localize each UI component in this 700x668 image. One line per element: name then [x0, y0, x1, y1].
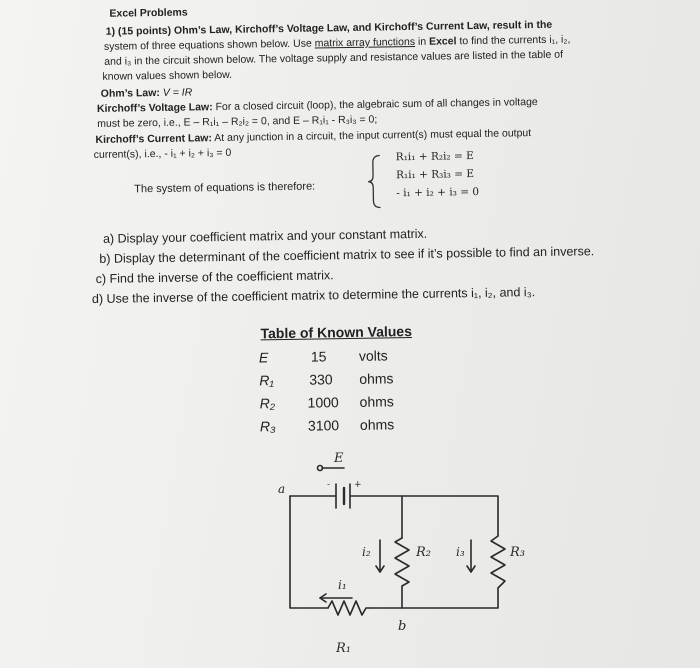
- label-i2: i₂: [362, 545, 371, 559]
- question-b: b) Display the determinant of the coefficient matrix to see if it’s possible to find an inverse.: [99, 244, 595, 266]
- resistor-r3: [491, 536, 505, 588]
- equation-2: R₁i₁ + R₃i₃ = E: [395, 168, 475, 182]
- equation-3: - i₁ + i₂ + i₃ = 0: [396, 185, 480, 200]
- table-symbol: E: [258, 349, 269, 366]
- kcl-line-2: current(s), i.e., - i₁ + i₂ + i₃ = 0: [93, 146, 232, 162]
- table-value: 15: [310, 348, 327, 365]
- circuit-wire: [290, 496, 498, 608]
- label-e: E: [334, 451, 344, 466]
- heading: Excel Problems: [109, 6, 188, 20]
- table-symbol: R₂: [259, 395, 276, 412]
- table-title: Table of Known Values: [260, 323, 413, 342]
- label-r2: R₂: [416, 545, 431, 560]
- label-r3: R₃: [510, 545, 525, 560]
- table-value: 1000: [307, 394, 339, 411]
- label-i1: i₁: [338, 578, 347, 592]
- label-minus: -: [327, 480, 331, 490]
- label-plus: +: [354, 480, 362, 490]
- e-terminal: [318, 466, 323, 471]
- circuit-wire: [290, 496, 498, 536]
- table-unit: ohms: [359, 393, 394, 410]
- equation-1: R₁i₁ + R₂i₂ = E: [395, 150, 474, 164]
- question-c: c) Find the inverse of the coefficient matrix.: [95, 268, 334, 286]
- kvl-line-2: must be zero, i.e., E – R₁i₁ – R₂i₂ = 0, and E – R₁i₁ - R₃i₃ = 0;: [97, 113, 378, 130]
- resistor-r2: [395, 538, 409, 586]
- problem-line-3: and i₃ in the circuit shown below. The voltage supply and resistance values are listed in the table of: [104, 48, 564, 68]
- table-unit: volts: [358, 347, 388, 364]
- table-symbol: R₁: [259, 372, 274, 389]
- kvl-line-1: Kirchoff’s Voltage Law: For a closed circuit (loop), the algebraic sum of all changes in voltage: [96, 96, 538, 115]
- label-b: b: [398, 619, 407, 634]
- problem-line-2: system of three equations shown below. Use matrix array functions in Excel to find the currents i₁, i₂,: [103, 33, 571, 53]
- table-symbol: R₃: [259, 418, 276, 435]
- question-a: a) Display your coefficient matrix and your constant matrix.: [102, 226, 428, 246]
- resistor-r1: [328, 601, 370, 615]
- system-label: The system of equations is therefore:: [134, 180, 316, 196]
- question-d: d) Use the inverse of the coefficient matrix to determine the currents i₁, i₂, and i₃.: [91, 285, 536, 307]
- table-unit: ohms: [359, 370, 394, 387]
- label-a: a: [278, 482, 286, 496]
- problem-line-1: 1) (15 points) Ohm’s Law, Kirchoff’s Voltage Law, and Kirchoff’s Current Law, result in the: [105, 18, 553, 38]
- table-value: 3100: [307, 417, 340, 434]
- problem-line-4: known values shown below.: [102, 68, 233, 83]
- table-unit: ohms: [359, 416, 395, 433]
- ohm-law: Ohm’s Law: V = IR: [100, 86, 193, 100]
- label-i3: i₃: [456, 545, 465, 559]
- label-r1: R₁: [336, 641, 351, 656]
- kcl-line-1: Kirchoff’s Current Law: At any junction in a circuit, the input current(s) must equal the output: [95, 127, 532, 146]
- table-value: 330: [309, 371, 333, 388]
